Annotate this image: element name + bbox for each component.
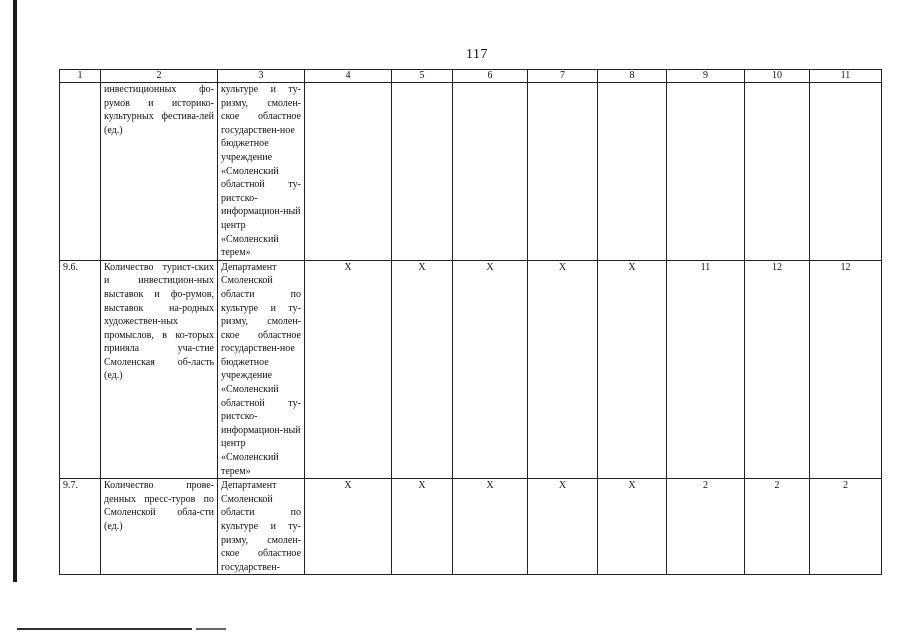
- executor-cell: Департамент Смоленской области по культуре и ту-ризму, смолен-ское областное государствен-: [218, 479, 305, 575]
- value-cell: X: [453, 479, 528, 575]
- value-cell: X: [305, 479, 392, 575]
- value-cell: [392, 83, 453, 261]
- page-margin-rule: [13, 0, 17, 582]
- value-cell: 12: [810, 260, 882, 479]
- value-cell: X: [598, 260, 667, 479]
- value-cell: [598, 83, 667, 261]
- value-cell: X: [453, 260, 528, 479]
- value-cell: [528, 83, 598, 261]
- value-cell: 11: [667, 260, 745, 479]
- value-cell: [810, 83, 882, 261]
- column-header: 4: [305, 70, 392, 83]
- value-cell: 2: [667, 479, 745, 575]
- value-cell: [745, 83, 810, 261]
- table-row: [60, 83, 882, 261]
- indicator-cell: инвестиционных фо-румов и историко-культурных фестива-лей (ед.): [101, 83, 218, 261]
- column-header: 11: [810, 70, 882, 83]
- value-cell: X: [528, 479, 598, 575]
- row-number-cell: 9.6.: [60, 260, 101, 479]
- value-cell: [453, 83, 528, 261]
- value-cell: X: [392, 260, 453, 479]
- value-cell: X: [598, 479, 667, 575]
- value-cell: X: [528, 260, 598, 479]
- executor-cell: культуре и ту-ризму, смолен-ское областное государствен-ное бюджетное учреждение «Смоленский областной ту-ристско-информацион-ный центр «Смоленский терем»: [218, 83, 305, 261]
- column-header: 3: [218, 70, 305, 83]
- indicator-cell: Количество прове-денных пресс-туров по Смоленской обла-сти (ед.): [101, 479, 218, 575]
- value-cell: [667, 83, 745, 261]
- footnote-separator: [17, 628, 192, 630]
- row-number-cell: 9.7.: [60, 479, 101, 575]
- table-row: [60, 260, 882, 479]
- column-header: 8: [598, 70, 667, 83]
- page-number: 117: [466, 47, 488, 62]
- value-cell: X: [392, 479, 453, 575]
- column-header: 1: [60, 70, 101, 83]
- value-cell: [305, 83, 392, 261]
- value-cell: X: [305, 260, 392, 479]
- table-row: [60, 479, 882, 575]
- column-header: 6: [453, 70, 528, 83]
- column-header: 10: [745, 70, 810, 83]
- footnote-separator-dash: [196, 628, 226, 630]
- column-number-row: [60, 70, 882, 83]
- column-header: 5: [392, 70, 453, 83]
- indicator-cell: Количество турист-ских и инвестицион-ных выставок и фо-румов, выставок на-родных художествен-ных промыслов, в ко-торых приняла уча-стие Смоленская об-ласть (ед.): [101, 260, 218, 479]
- value-cell: 2: [810, 479, 882, 575]
- row-number-cell: [60, 83, 101, 261]
- value-cell: 2: [745, 479, 810, 575]
- program-indicators-table: [59, 69, 882, 575]
- column-header: 7: [528, 70, 598, 83]
- executor-cell: Департамент Смоленской области по культуре и ту-ризму, смолен-ское областное государствен-ное бюджетное учреждение «Смоленский областной ту-ристско-информацион-ный центр «Смоленский терем»: [218, 260, 305, 479]
- column-header: 2: [101, 70, 218, 83]
- value-cell: 12: [745, 260, 810, 479]
- column-header: 9: [667, 70, 745, 83]
